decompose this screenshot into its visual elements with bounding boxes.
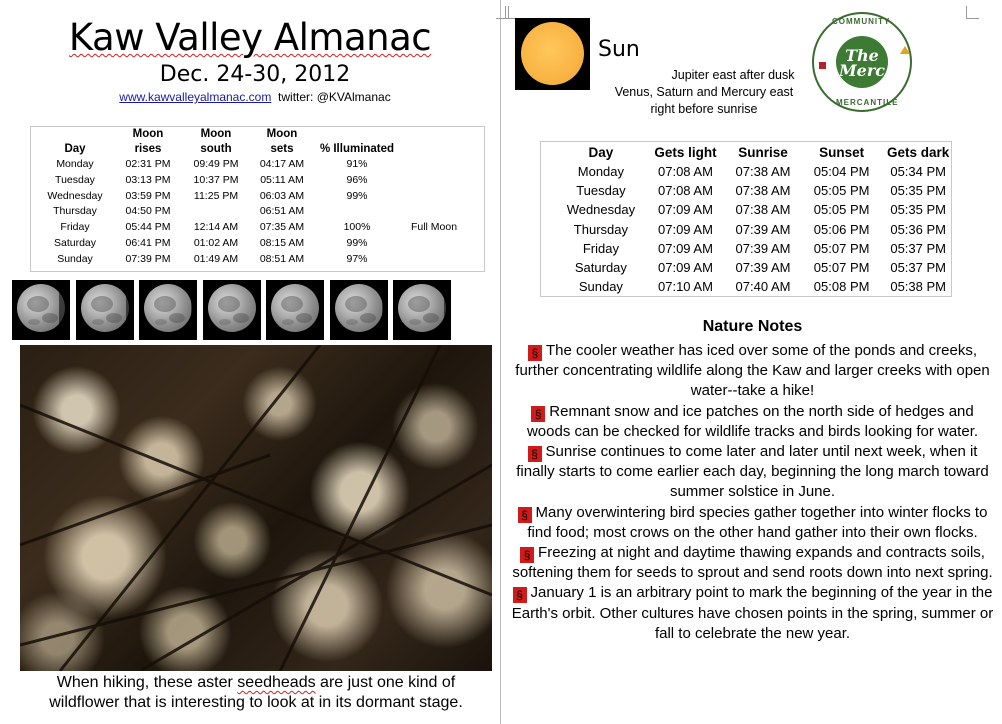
moon-value-cell: 04:50 PM (125, 205, 171, 218)
nature-note (510, 543, 995, 583)
moon-col-header: % Illuminated (319, 143, 395, 155)
sun-heading: Sun (598, 37, 640, 62)
sun-day-cell: Tuesday (576, 183, 626, 199)
caption-word: seedheads (237, 674, 316, 691)
moon-col-header (315, 127, 399, 142)
nature-note (510, 442, 995, 503)
moon-col-header (37, 127, 113, 142)
moon-col-header: Day (64, 143, 86, 155)
moon-col-header (399, 127, 469, 142)
moon-value-cell: 12:14 AM (193, 221, 239, 234)
sun-row (559, 258, 951, 277)
sun-day-cell: Friday (582, 240, 619, 256)
moon-value-cell (399, 236, 469, 252)
moon-value-cell: 06:51 AM (259, 205, 305, 218)
nature-note-text: The cooler weather has iced over some of the ponds and creeks, further concentrating wildlife along the Kaw and larger creeks with open water--take a hike! (515, 342, 990, 400)
sun-time-cell: 05:37 PM (890, 260, 946, 276)
sun-time-cell: 05:37 PM (890, 240, 946, 256)
moon-value-cell (399, 204, 469, 220)
branch-lines (20, 345, 492, 671)
logo-center (836, 36, 888, 88)
sun-row (559, 220, 951, 239)
section-bullet-icon: § (528, 345, 542, 361)
logo-text-bottom: MERCANTILE (836, 98, 899, 107)
planet-line: Jupiter east after dusk (671, 68, 795, 82)
moon-phase-thumb (266, 280, 324, 340)
moon-value-cell: 06:03 AM (259, 189, 305, 202)
moon-value-cell: 07:35 AM (259, 221, 305, 234)
nature-notes-list (510, 341, 995, 644)
sun-time-cell: 05:08 PM (813, 279, 870, 295)
nature-note-text: Freezing at night and daytime thawing expands and contracts soils, softening them for seeds to sprout and send roots down into next spring. (512, 544, 993, 582)
planet-notes (600, 67, 808, 118)
moon-phase-thumb (139, 280, 197, 340)
moon-value-cell: Full Moon (410, 221, 458, 234)
sun-time-cell: 07:09 AM (658, 240, 713, 256)
moon-col-header: Moon (266, 128, 298, 140)
moon-icon (81, 284, 129, 332)
moon-phase-strip (12, 280, 452, 342)
section-bullet-icon: § (513, 587, 527, 603)
sun-row (559, 181, 951, 200)
moon-value-cell (399, 157, 469, 173)
logo-word-1: The (845, 46, 879, 65)
sun-image (515, 18, 590, 90)
sun-row (559, 277, 951, 296)
caption-text: wildflower that is interesting to look at in its dormant stage. (49, 694, 463, 711)
moon-icon (144, 284, 192, 332)
sun-time-cell: 07:38 AM (735, 183, 791, 199)
moon-shadow (382, 284, 383, 332)
nature-note (510, 402, 995, 442)
moon-icon (17, 284, 65, 332)
sun-time-cell: 05:35 PM (890, 202, 946, 218)
moon-icon (271, 284, 319, 332)
sun-time-cell: 07:09 AM (658, 202, 713, 218)
sun-time-cell: 07:08 AM (658, 164, 713, 179)
sun-header-row (559, 143, 951, 162)
moon-value-cell: 05:11 AM (260, 173, 304, 186)
moon-value-cell: 96% (346, 173, 368, 186)
moon-value-cell: 09:49 PM (193, 158, 239, 170)
sun-day-cell: Monday (577, 164, 625, 179)
section-bullet-icon: § (520, 547, 534, 563)
section-bullet-icon: § (528, 446, 542, 462)
planet-line: Venus, Saturn and Mercury east (614, 85, 794, 99)
sun-col-header: Gets light (654, 145, 717, 160)
sun-time-cell: 05:38 PM (890, 279, 946, 295)
nature-note-text: Many overwintering bird species gather together into winter flocks to find food; most crows on the other hand gather into their own flocks. (527, 503, 988, 541)
sun-time-cell: 05:07 PM (813, 240, 870, 256)
sun-day-cell: Wednesday (566, 202, 636, 218)
sun-time-cell: 05:07 PM (813, 260, 870, 276)
moon-value-cell: 01:02 AM (193, 236, 239, 249)
logo-wordmark (836, 48, 888, 78)
nature-note (510, 503, 995, 543)
sun-col-header: Gets dark (887, 145, 950, 160)
caption-text: When hiking, these aster (56, 674, 238, 691)
sun-time-cell: 05:06 PM (813, 221, 870, 237)
sun-time-cell: 07:39 AM (735, 260, 791, 276)
moon-value-cell: 06:41 PM (125, 236, 171, 249)
sun-time-cell: 07:39 AM (735, 221, 791, 237)
moon-value-cell: 08:51 AM (259, 252, 305, 265)
moon-icon (208, 284, 256, 332)
sun-time-cell: 07:38 AM (735, 164, 791, 179)
sun-col-header: Sunset (819, 145, 865, 160)
twitter-handle: twitter: @KVAlmanac (278, 90, 391, 104)
nature-note-text: January 1 is an arbitrary point to mark the beginning of the year in the Earth's orbit. Other cultures have chosen points in the spring, summer or fall to celebrate the new year. (511, 584, 994, 642)
moon-shadow (444, 284, 446, 332)
moon-value-cell (183, 204, 249, 220)
logo-square-mark (819, 62, 826, 69)
logo-triangle-mark (900, 46, 910, 54)
moon-table (37, 127, 469, 268)
sun-time-cell: 07:39 AM (735, 240, 791, 256)
moon-value-cell: 04:17 AM (259, 158, 305, 170)
moon-value-cell: 02:31 PM (125, 158, 171, 170)
moon-col-header (399, 142, 469, 157)
logo-text-top: COMMUNITY (832, 17, 891, 26)
nature-note-text: Remnant snow and ice patches on the north side of hedges and woods can be checked for wildlife tracks and birds looking for water. (526, 402, 979, 440)
moon-value-cell: 03:13 PM (125, 173, 171, 186)
sun-time-cell: 07:38 AM (735, 202, 791, 218)
moon-value-cell: 05:44 PM (125, 221, 171, 234)
moon-value-cell: 100% (343, 221, 371, 234)
moon-header-row-2 (37, 142, 469, 157)
page-divider (500, 0, 501, 724)
nature-notes-title: Nature Notes (702, 318, 803, 335)
moon-shadow (191, 284, 192, 332)
moon-value-cell: 01:49 AM (193, 252, 239, 265)
moon-value-cell: 11:25 PM (193, 189, 239, 202)
moon-row (37, 220, 469, 236)
moon-shadow (126, 284, 129, 332)
sun-time-cell: 05:35 PM (890, 183, 946, 199)
moon-row (37, 252, 469, 268)
sun-col-header: Sunrise (738, 145, 788, 160)
sun-time-cell: 05:05 PM (813, 183, 870, 199)
nature-note (510, 341, 995, 402)
moon-value-cell (399, 173, 469, 189)
sun-table-body (559, 162, 951, 296)
moon-value-cell: 91% (346, 158, 368, 170)
moon-value-cell (399, 189, 469, 205)
nature-note (510, 583, 995, 644)
moon-value-cell: 03:59 PM (125, 189, 171, 202)
nature-note-text: Sunrise continues to come later and later until next week, when it finally starts to come earlier each day, beginning the long march toward summer solstice in June. (516, 443, 989, 501)
moon-day-cell: Friday (60, 221, 90, 234)
moon-day-cell: Thursday (53, 205, 97, 218)
sun-time-cell: 05:34 PM (890, 164, 946, 179)
moon-phase-thumb (76, 280, 134, 340)
sun-col-header: Day (588, 145, 614, 160)
moon-value-cell: 99% (346, 189, 368, 202)
sun-day-cell: Saturday (574, 260, 627, 276)
website-link[interactable]: www.kawvalleyalmanac.com (119, 90, 272, 104)
sun-day-cell: Thursday (573, 221, 628, 237)
sun-row (559, 200, 951, 219)
sun-disc (521, 22, 584, 85)
moon-value-cell: 97% (346, 252, 368, 265)
moon-phase-thumb (203, 280, 261, 340)
moon-value-cell: 07:39 PM (125, 252, 171, 265)
sun-row (559, 162, 951, 181)
moon-phase-thumb (393, 280, 451, 340)
moon-day-cell: Monday (56, 158, 94, 170)
web-links (0, 90, 510, 104)
moon-table-body (37, 157, 469, 268)
moon-day-cell: Tuesday (55, 173, 95, 186)
moon-col-header: south (200, 143, 232, 155)
moon-icon (398, 284, 446, 332)
aster-seedheads-photo (20, 345, 492, 671)
section-bullet-icon: § (531, 406, 545, 422)
moon-value-cell (315, 204, 399, 220)
sun-time-cell: 05:36 PM (890, 221, 946, 237)
moon-icon (335, 284, 383, 332)
moon-table-box (30, 126, 485, 272)
title-text: Kaw Valley Almanac (68, 16, 432, 59)
logo-word-2: Merc (838, 61, 886, 80)
sun-row (559, 239, 951, 258)
sun-time-cell: 05:05 PM (813, 202, 870, 218)
sun-table (559, 143, 951, 296)
moon-row (37, 236, 469, 252)
moon-col-header: sets (270, 143, 294, 155)
crop-mark (966, 6, 979, 19)
sun-time-cell: 07:09 AM (658, 221, 713, 237)
moon-header-row-1 (37, 127, 469, 142)
moon-value-cell: 08:15 AM (259, 236, 305, 249)
moon-shadow (59, 284, 65, 332)
moon-value-cell: 10:37 PM (193, 173, 239, 186)
sun-table-box (540, 141, 952, 297)
moon-day-cell: Sunday (57, 252, 93, 265)
moon-value-cell: 99% (346, 236, 368, 249)
sun-day-cell: Sunday (578, 279, 623, 295)
moon-row (37, 157, 469, 173)
moon-row (37, 173, 469, 189)
moon-phase-thumb (12, 280, 70, 340)
moon-phase-thumb (330, 280, 388, 340)
photo-caption (20, 673, 492, 713)
moon-col-header: Moon (200, 128, 232, 140)
almanac-title (0, 16, 500, 59)
moon-day-cell: Wednesday (47, 189, 103, 202)
planet-line: right before sunrise (650, 102, 758, 116)
moon-day-cell: Saturday (53, 236, 97, 249)
moon-value-cell (399, 252, 469, 268)
merc-logo (812, 12, 912, 112)
sun-time-cell: 05:04 PM (813, 164, 870, 179)
sun-time-cell: 07:40 AM (735, 279, 791, 295)
sun-time-cell: 07:08 AM (658, 183, 713, 199)
sun-time-cell: 07:10 AM (658, 279, 713, 295)
caption-text: are just one kind of (315, 674, 456, 691)
sun-time-cell: 07:09 AM (658, 260, 713, 276)
moon-row (37, 204, 469, 220)
section-bullet-icon: § (518, 507, 532, 523)
moon-col-header: Moon (132, 128, 164, 140)
moon-row (37, 189, 469, 205)
date-range: Dec. 24-30, 2012 (159, 62, 351, 87)
moon-col-header: rises (134, 143, 162, 155)
